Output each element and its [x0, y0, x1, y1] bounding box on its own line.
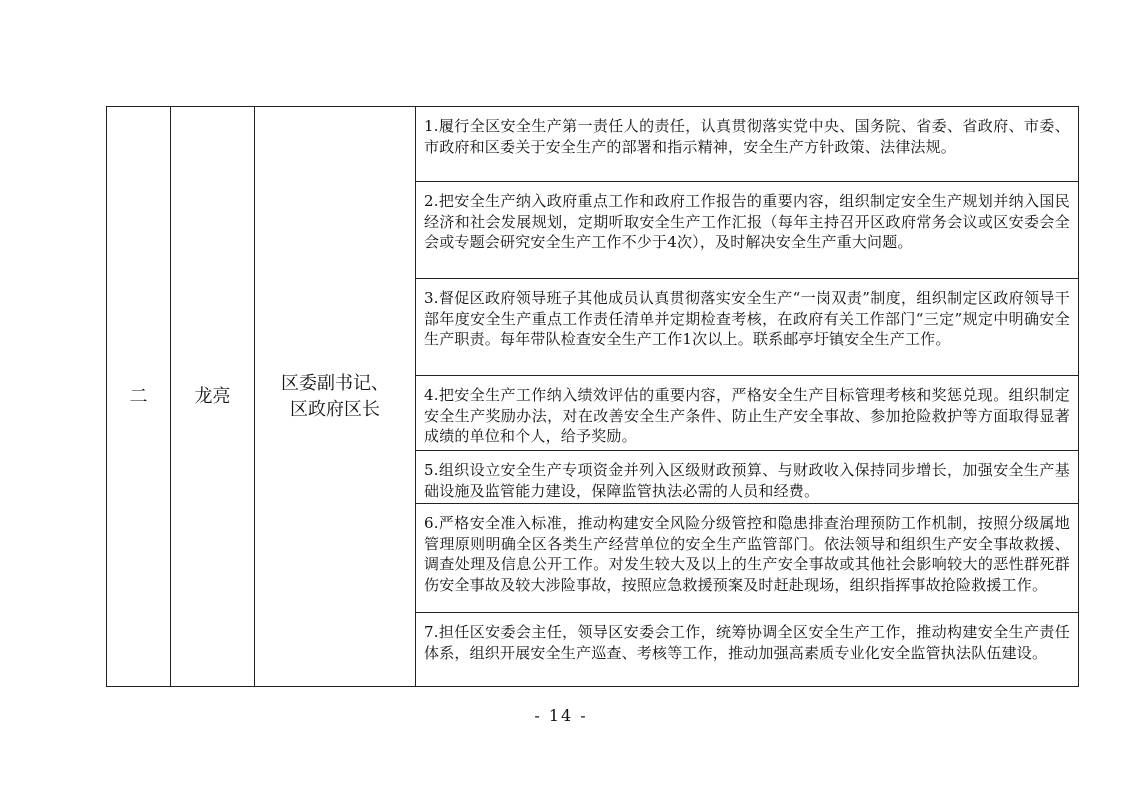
position-cell — [255, 107, 416, 687]
position-line-1: 区委副书记、 — [281, 372, 389, 394]
responsibility-table — [106, 106, 1079, 687]
duty-item-3: 3.督促区政府领导班子其他成员认真贯彻落实安全生产“一岗双责”制度，组织制定区政府领导干部年度安全生产重点工作责任清单并定期检查考核，在政府有关工作部门“三定”规定中明确安全生产职责。每年带队检查安全生产工作1次以上。联系邮亭圩镇安全生产工作。 — [416, 279, 1079, 376]
table-row — [107, 107, 1079, 182]
position-line-2: 区政府区长 — [290, 398, 380, 420]
page-number: - 14 - — [534, 706, 588, 725]
sequence-cell — [107, 107, 171, 687]
duty-item-4: 4.把安全生产工作纳入绩效评估的重要内容，严格安全生产目标管理考核和奖惩兑现。组织制定安全生产奖励办法，对在改善安全生产条件、防止生产安全事故、参加抢险救护等方面取得显著成绩的单位和个人，给予奖励。 — [416, 376, 1079, 451]
duty-item-7: 7.担任区安委会主任，领导区安委会工作，统筹协调全区安全生产工作，推动构建安全生产责任体系，组织开展安全生产巡查、考核等工作，推动加强高素质专业化安全监管执法队伍建设。 — [416, 613, 1079, 687]
person-name: 龙亮 — [194, 385, 231, 407]
name-cell — [171, 107, 255, 687]
duty-item-1: 1.履行全区安全生产第一责任人的责任，认真贯彻落实党中央、国务院、省委、省政府、市委、市政府和区委关于安全生产的部署和指示精神，安全生产方针政策、法律法规。 — [416, 107, 1079, 182]
sequence-number: 二 — [129, 385, 148, 407]
duty-item-6: 6.严格安全准入标准，推动构建安全风险分级管控和隐患排查治理预防工作机制，按照分级属地管理原则明确全区各类生产经营单位的安全生产监管部门。依法领导和组织生产安全事故救援、调查处理及信息公开工作。对发生较大及以上的生产安全事故或其他社会影响较大的恶性群死群伤安全事故及较大涉险事故，按照应急救援预案及时赶赴现场，组织指挥事故抢险救援工作。 — [416, 504, 1079, 613]
duty-item-2: 2.把安全生产纳入政府重点工作和政府工作报告的重要内容，组织制定安全生产规划并纳入国民经济和社会发展规划，定期听取安全生产工作汇报（每年主持召开区政府常务会议或区安委会全会或专题会研究安全生产工作不少于4次），及时解决安全生产重大问题。 — [416, 182, 1079, 279]
duty-item-5: 5.组织设立安全生产专项资金并列入区级财政预算、与财政收入保持同步增长，加强安全生产基础设施及监管能力建设，保障监管执法必需的人员和经费。 — [416, 451, 1079, 504]
